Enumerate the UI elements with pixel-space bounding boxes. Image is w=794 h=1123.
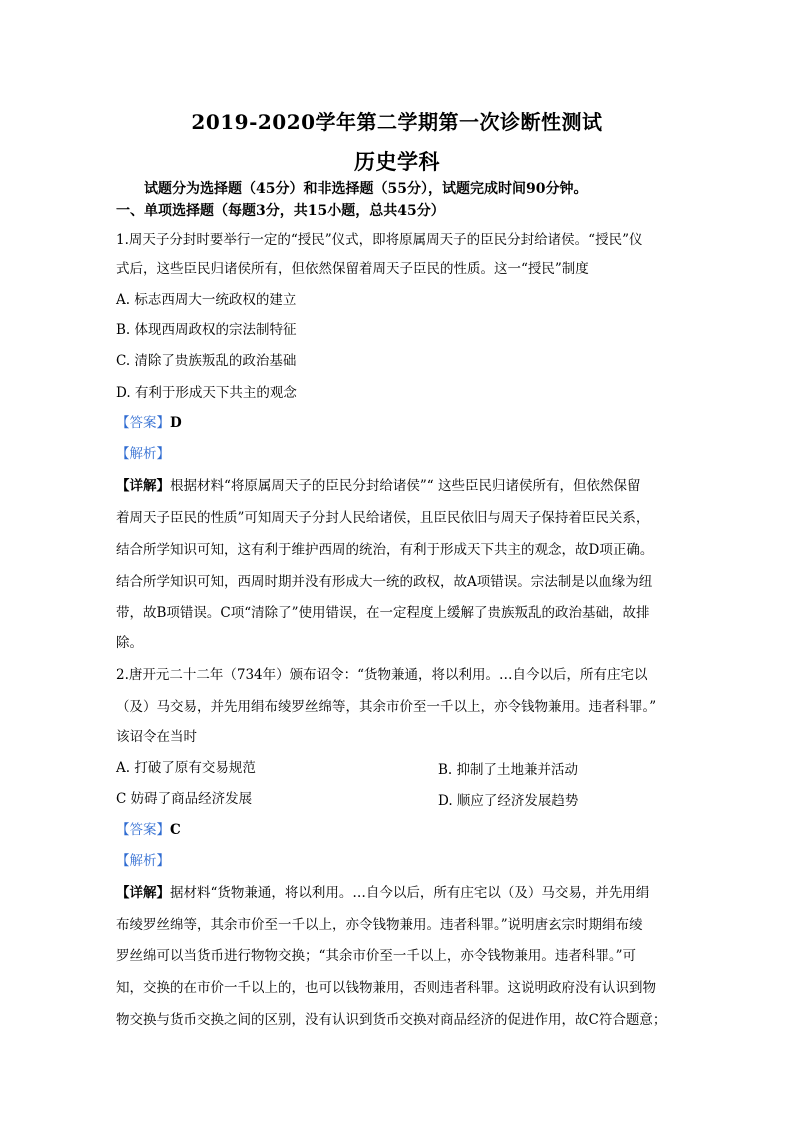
q2-option-c: C 妨碍了商品经济发展 — [116, 791, 253, 807]
q2-answer-label: 【答案】 — [116, 822, 170, 838]
q1-option-a: A. 标志西周大一统政权的建立 — [116, 292, 297, 308]
q2-detail-line1 — [116, 883, 686, 903]
q1-detail-text1: 根据材料“将原属周天子的臣民分封给诸侯”“ 这些臣民归诸侯所有，但依然保留 — [170, 478, 641, 494]
q1-detail-line4: 结合所学知识可知，西周时期并没有形成大一统的政权，故A项错误。宗法制是以血缘为纽 — [116, 574, 653, 590]
q1-answer-value: D — [170, 415, 182, 431]
exam-title: 2019-2020学年第二学期第一次诊断性测试 — [191, 110, 603, 134]
q2-option-d: D. 顺应了经济发展趋势 — [438, 793, 579, 809]
q1-detail-line5: 带，故B项错误。C项“清除了”使用错误，在一定程度上缓解了贵族叛乱的政治基础，故排 — [116, 605, 650, 621]
q1-detail-label: 【详解】 — [116, 478, 170, 494]
q2-analysis-label: 【解析】 — [116, 853, 170, 869]
q1-answer-row — [116, 413, 686, 433]
q1-detail-line2: 着周天子臣民的性质”可知周天子分封人民给诸侯，且臣民依旧与周天子保持着臣民关系， — [116, 510, 650, 526]
q2-detail-text1: 据材料“货物兼通，将以利用。…自今以后，所有庄宅以（及）马交易，并先用绢 — [170, 885, 650, 901]
exam-instructions: 试题分为选择题（45分）和非选择题（55分），试题完成时间90分钟。 — [144, 181, 588, 197]
q1-stem-line2: 式后，这些臣民归诸侯所有，但依然保留着周天子臣民的性质。这一“授民”制度 — [116, 261, 589, 277]
q2-stem-line2: （及）马交易，并先用绢布绫罗丝绵等，其余市价至一千以上，亦令钱物兼用。违者科罪。” — [116, 699, 657, 715]
q1-stem-line1: 1.周天子分封时要举行一定的“授民”仪式，即将原属周天子的臣民分封给诸侯。“授民”仪 — [116, 232, 643, 248]
q1-analysis-label: 【解析】 — [116, 446, 170, 462]
q2-detail-line4: 知，交换的在市价一千以上的，也可以钱物兼用，否则违者科罪。这说明政府没有认识到物 — [116, 980, 656, 996]
subject-title: 历史学科 — [354, 149, 440, 174]
section-heading: 一、单项选择题（每题3分，共15小题，总共45分） — [116, 203, 445, 219]
q2-detail-line3: 罗丝绵可以当货币进行物物交换；“其余市价至一千以上，亦令钱物兼用。违者科罪。”可 — [116, 948, 637, 964]
q2-answer-value: C — [170, 822, 181, 838]
q1-detail-line6: 除。 — [116, 635, 143, 651]
q2-detail-line2: 布绫罗丝绵等，其余市价至一千以上，亦令钱物兼用。违者科罪。”说明唐玄宗时期绢布绫 — [116, 917, 643, 933]
q2-option-b: B. 抑制了土地兼并活动 — [438, 762, 579, 778]
q2-option-a: A. 打破了原有交易规范 — [116, 760, 256, 776]
q1-answer-label: 【答案】 — [116, 415, 170, 431]
q2-answer-row — [116, 820, 686, 840]
q1-option-b: B. 体现西周政权的宗法制特征 — [116, 322, 297, 338]
q1-detail-line1 — [116, 476, 686, 496]
q2-detail-label: 【详解】 — [116, 885, 170, 901]
q1-option-d: D. 有利于形成天下共主的观念 — [116, 385, 297, 401]
q2-stem-line3: 该诏令在当时 — [116, 729, 197, 745]
q1-option-c: C. 清除了贵族叛乱的政治基础 — [116, 353, 297, 369]
q2-detail-line5: 物交换与货币交换之间的区别，没有认识到货币交换对商品经济的促进作用，故C符合题意； — [116, 1012, 667, 1028]
q1-detail-line3: 结合所学知识可知，这有利于维护西周的统治，有利于形成天下共主的观念，故D项正确。 — [116, 542, 654, 558]
q2-stem-line1: 2.唐开元二十二年（734年）颁布诏令：“货物兼通，将以利用。…自今以后，所有庄宅以 — [116, 667, 648, 683]
